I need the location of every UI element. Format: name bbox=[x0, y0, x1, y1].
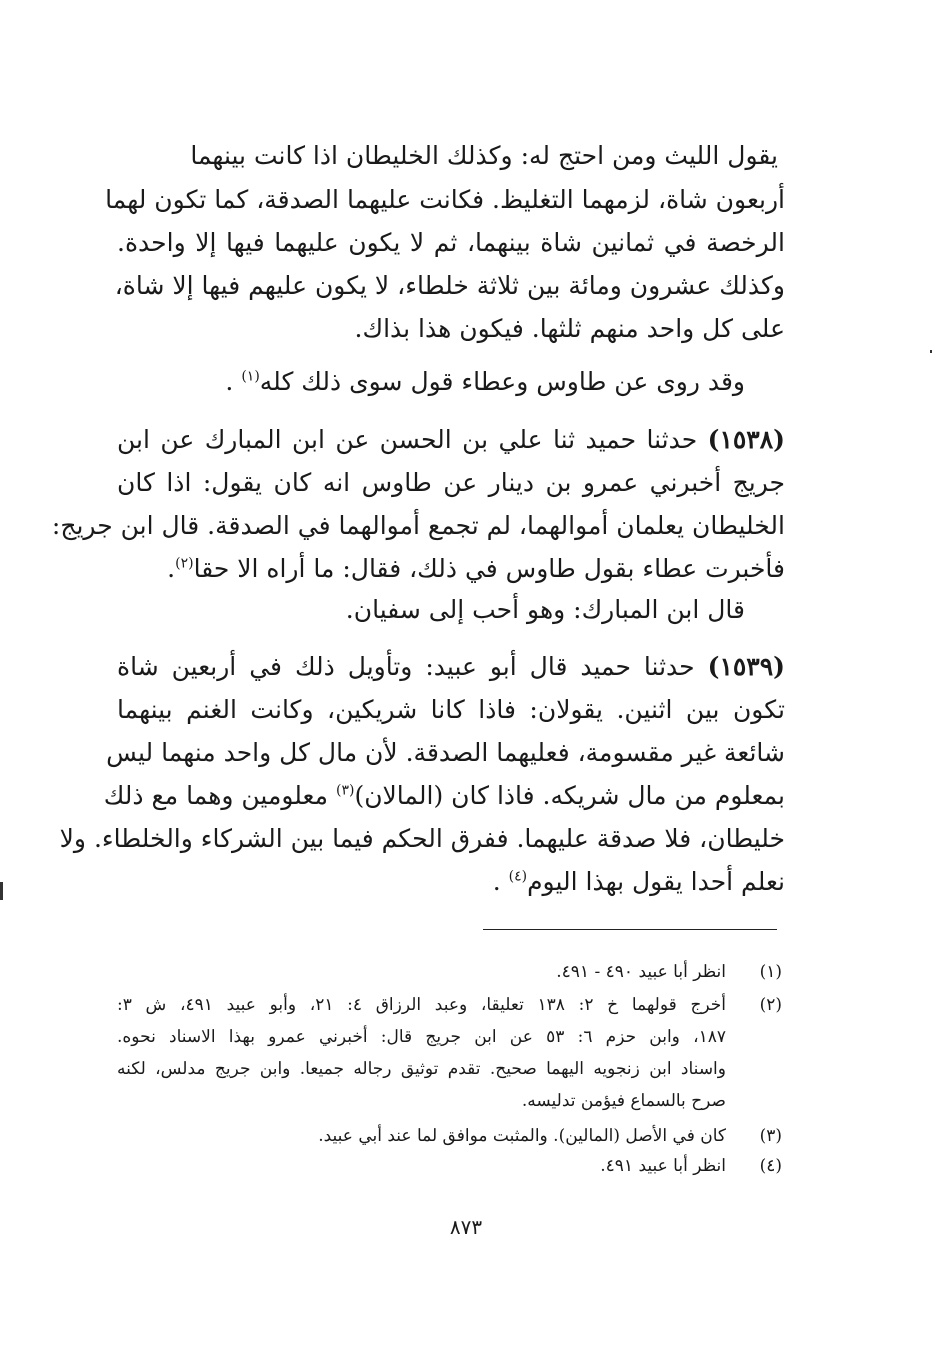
footnote-marker: (١) bbox=[759, 962, 782, 982]
footnote-marker: (٤) bbox=[759, 1156, 782, 1176]
footnote-text: أخرج قولهما خ ٢: ١٣٨ تعليقا، وعبد الرزاق ٤: ٢١، وأبو عبيد ٤٩١، ش ٣: bbox=[117, 995, 727, 1015]
text-line bbox=[117, 420, 785, 460]
text-line: أربعون شاة، لزمهما التغليظ. فكانت عليهما الصدقة، كما تكون لهما bbox=[105, 185, 785, 214]
text-line: وكذلك عشرون ومائة بين ثلاثة خلطاء، لا يكون عليهم فيها إلا شاة، bbox=[114, 271, 785, 300]
page-number: ٨٧٣ bbox=[449, 1215, 483, 1239]
text-line bbox=[103, 776, 785, 816]
footnote-separator bbox=[483, 929, 777, 930]
footnote-text: صرح بالسماع فيؤمن تدليسه. bbox=[521, 1091, 726, 1111]
text-line bbox=[117, 647, 785, 687]
text-line: الرخصة في ثمانين شاة بينهما، ثم لا يكون عليهما فيها إلا واحدة. bbox=[117, 228, 785, 257]
text-run: حدثنا حميد ثنا علي بن الحسن عن ابن المبارك عن ابن bbox=[117, 425, 698, 454]
text-line: تكون بين اثنين. يقولان: فاذا كانا شريكين، وكانت الغنم بينهما bbox=[117, 695, 785, 724]
text-line: الخليطان يعلمان أموالهما، لم تجمع أموالهما في الصدقة. قال ابن جريج: bbox=[51, 511, 785, 540]
text-run: فأخبرت عطاء بقول طاوس في ذلك، فقال: ما أراه الا حقا bbox=[193, 554, 785, 583]
text-line: شائعة غير مقسومة، فعليهما الصدقة. لأن مال كل واحد منهما ليس bbox=[106, 738, 785, 767]
paragraph-2 bbox=[117, 362, 745, 402]
text-line: جريج أخبرني عمرو بن دينار عن طاوس انه كان يقول: اذا كان bbox=[117, 468, 785, 497]
text-run: وقد روى عن طاوس وعطاء قول سوى ذلك كله bbox=[259, 367, 745, 396]
footnote-ref: (٢) bbox=[175, 555, 194, 572]
sentence-end: . bbox=[225, 367, 234, 396]
footnote-marker: (٢) bbox=[759, 995, 782, 1015]
paragraph-ibn-mubarak: قال ابن المبارك: وهو أحب إلى سفيان. bbox=[345, 595, 745, 624]
scan-edge-mark bbox=[0, 882, 3, 900]
hadith-number: (١٥٣٨) bbox=[707, 425, 786, 454]
footnote-text: انظر أبا عبيد ٤٩٠ - ٤٩١. bbox=[556, 962, 726, 982]
footnote-ref: (١) bbox=[241, 368, 260, 385]
text-run: حدثنا حميد قال أبو عبيد: وتأويل ذلك في أربعين شاة bbox=[117, 652, 695, 681]
footnote-ref: (٣) bbox=[335, 782, 355, 799]
footnote-text: واسناد ابن زنجويه اليهما صحيح. تقدم توثيق رجاله جميعا. وابن جريج مدلس، لكنه bbox=[117, 1059, 726, 1079]
footnote-text: انظر أبا عبيد ٤٩١. bbox=[600, 1156, 726, 1176]
hadith-number: (١٥٣٩) bbox=[707, 652, 786, 681]
footnote-marker: (٣) bbox=[759, 1126, 782, 1146]
text-line: على كل واحد منهم ثلثها. فيكون هذا بذاك. bbox=[354, 314, 785, 343]
text-line: يقول الليث ومن احتج له: وكذلك الخليطان اذا كانت بينهما bbox=[190, 141, 778, 170]
footnote-text: ١٨٧، وابن حزم ٦: ٥٣ عن ابن جريج قال: أخبرني عمرو بهذا الاسناد نحوه. bbox=[117, 1027, 726, 1047]
text-line bbox=[117, 549, 785, 589]
sentence-end: . bbox=[492, 867, 501, 896]
text-run: نعلم أحدا يقول بهذا اليوم bbox=[527, 867, 785, 896]
text-line: خليطان، فلا صدقة عليهما. ففرق الحكم فيما بين الشركاء والخلطاء. ولا bbox=[59, 824, 785, 853]
text-run: معلومين وهما مع ذلك bbox=[103, 781, 329, 810]
footnote-text: كان في الأصل (المالين). والمثبت موافق لما عند أبي عبيد. bbox=[318, 1126, 726, 1146]
footnote-ref: (٤) bbox=[508, 868, 528, 885]
text-run: بمعلوم من مال شريكه. فاذا كان (المالان) bbox=[354, 781, 785, 810]
text-line bbox=[117, 862, 785, 902]
sentence-end: . bbox=[167, 554, 176, 583]
